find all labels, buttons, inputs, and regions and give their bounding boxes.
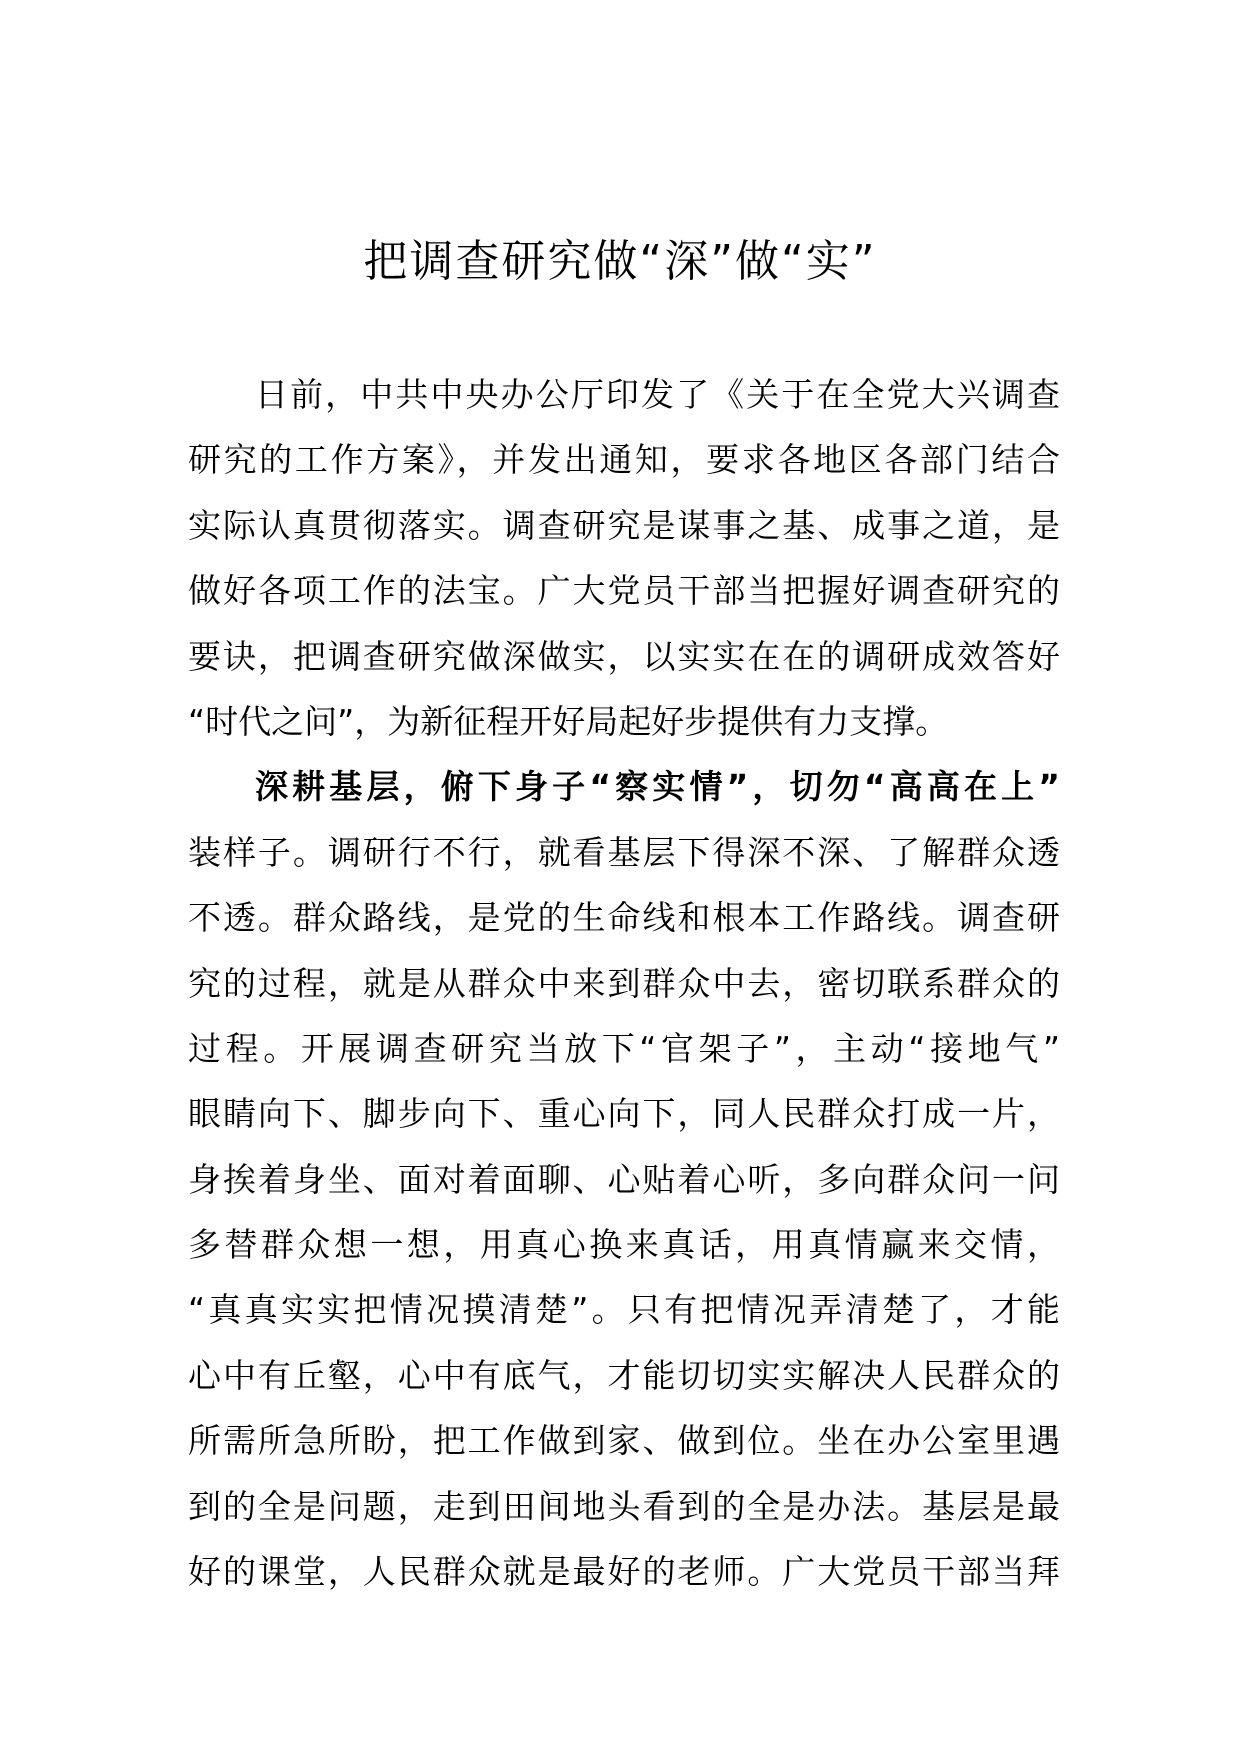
paragraph-2-line-8: “真真实实把情况摸清楚”。只有把情况弄清楚了，才能 xyxy=(188,1290,1060,1330)
paragraph-2-line-4: 过程。开展调查研究当放下“官架子”，主动“接地气” xyxy=(188,1028,1060,1068)
paragraph-1-line-1: 日前，中共中央办公厅印发了《关于在全党大兴调查 xyxy=(255,375,1060,414)
paragraph-2-line-6: 身挨着身坐、面对着面聊、心贴着心听，多向群众问一问 xyxy=(188,1159,1060,1199)
paragraph-2-line-12: 好的课堂，人民群众就是最好的老师。广大党员干部当拜 xyxy=(188,1552,1060,1592)
paragraph-2-line-2: 不透。群众路线，是党的生命线和根本工作路线。调查研 xyxy=(188,898,1060,938)
paragraph-2-lead-heading: 深耕基层，俯下身子“察实情”，切勿“高高在上” xyxy=(255,767,1060,807)
paragraph-1-line-3: 实际认真贯彻落实。调查研究是谋事之基、成事之道，是 xyxy=(188,505,1060,545)
paragraph-2-line-10: 所需所急所盼，把工作做到家、做到位。坐在办公室里遇 xyxy=(188,1421,1060,1461)
paragraph-1-line-6: “时代之问”，为新征程开好局起好步提供有力支撑。 xyxy=(188,701,949,741)
paragraph-1-line-4: 做好各项工作的法宝。广大党员干部当把握好调查研究的 xyxy=(188,571,1060,611)
paragraph-2-line-11: 到的全是问题，走到田间地头看到的全是办法。基层是最 xyxy=(188,1486,1060,1526)
document-title: 把调查研究做“深”做“实” xyxy=(363,236,877,287)
paragraph-1-line-5: 要诀，把调查研究做深做实，以实实在在的调研成效答好 xyxy=(188,636,1060,676)
paragraph-2-line-5: 眼睛向下、脚步向下、重心向下，同人民群众打成一片， xyxy=(188,1094,1060,1134)
paragraph-1-line-2: 研究的工作方案》，并发出通知，要求各地区各部门结合 xyxy=(188,440,1060,480)
document-body xyxy=(188,362,1060,1604)
paragraph-2-line-9: 心中有丘壑，心中有底气，才能切切实实解决人民群众的 xyxy=(188,1355,1060,1395)
paragraph-2-line-3: 究的过程，就是从群众中来到群众中去，密切联系群众的 xyxy=(188,963,1060,1003)
paragraph-2-line-1: 装样子。调研行不行，就看基层下得深不深、了解群众透 xyxy=(188,832,1060,872)
paragraph-2-line-7: 多替群众想一想，用真心换来真话，用真情赢来交情， xyxy=(188,1225,1060,1265)
